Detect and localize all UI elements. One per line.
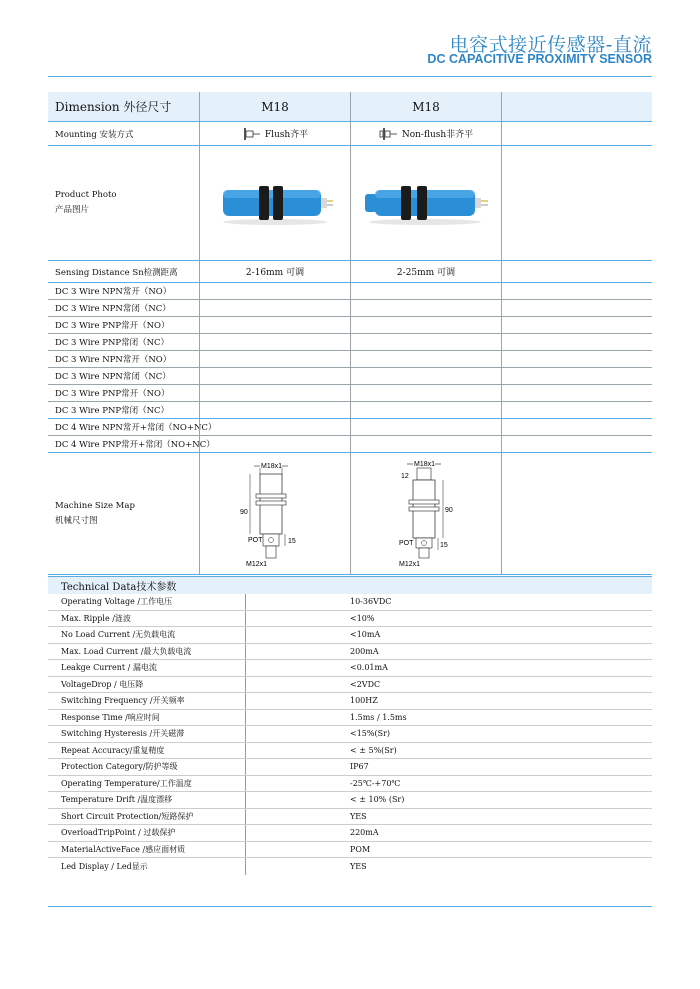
tech-key: Switching Hysteresis /开关磁滞 <box>61 729 185 739</box>
wire-row <box>48 300 652 317</box>
tech-value: <10% <box>350 613 375 623</box>
wire-cell <box>199 436 350 452</box>
tech-key: Led Display / Led显示 <box>61 861 148 871</box>
wire-row <box>48 419 652 436</box>
tech-value: <10mA <box>350 630 381 640</box>
table-row <box>48 759 652 776</box>
mounting-col3 <box>501 122 652 145</box>
mounting-nonflush-label: Non-flush非齐平 <box>401 130 474 140</box>
wire-cell <box>501 419 652 435</box>
tech-key: Leakge Current / 漏电流 <box>61 663 157 673</box>
sensing-nonflush-value: 2-25mm 可调 <box>350 261 501 282</box>
table-row <box>48 627 652 644</box>
technical-data-table <box>48 576 652 875</box>
size-label <box>48 453 199 574</box>
wire-cell <box>501 402 652 418</box>
wire-cell <box>199 368 350 384</box>
wire-cell <box>350 402 501 418</box>
size-nonflush-cell <box>350 453 501 574</box>
mounting-flush-label: Flush齐平 <box>264 130 309 140</box>
wire-cell <box>199 283 350 299</box>
table-row <box>48 743 652 760</box>
technical-title: Technical Data技术参数 <box>48 576 652 594</box>
footer-divider <box>48 906 652 907</box>
sensing-label: Sensing Distance Sn检测距离 <box>55 267 178 278</box>
tech-value: < ± 10% (Sr) <box>350 795 405 805</box>
tech-value: <15%(Sr) <box>350 729 391 739</box>
nonflush-sensor-photo <box>361 178 491 228</box>
nonflush-thread-bottom-label: M12x1 <box>399 560 421 568</box>
flush-thread-top-label: M18x1 <box>261 462 283 470</box>
dimension-col3 <box>501 92 652 121</box>
wire-label: DC 3 Wire PNP常闭（NC） <box>55 338 170 348</box>
tech-key: Repeat Accuracy/重复精度 <box>61 745 165 755</box>
tech-value: < ± 5%(Sr) <box>350 745 397 755</box>
sensing-flush-value: 2-16mm 可调 <box>199 261 350 282</box>
photo-label-cn: 产品图片 <box>55 205 90 215</box>
wire-cell <box>501 351 652 367</box>
mounting-flush-cell <box>199 122 350 145</box>
sensing-col3 <box>501 261 652 282</box>
wire-cell <box>199 402 350 418</box>
tech-value: POM <box>350 844 371 854</box>
mounting-nonflush-cell <box>350 122 501 145</box>
wire-cell <box>199 419 350 435</box>
table-row <box>48 611 652 628</box>
wire-row <box>48 351 652 368</box>
tech-key: Switching Frequency /开关频率 <box>61 696 185 706</box>
tech-value: IP67 <box>350 762 369 772</box>
wire-cell <box>501 300 652 316</box>
dimension-label: Dimension 外径尺寸 <box>55 100 172 114</box>
page-header <box>0 0 700 80</box>
wire-cell <box>199 334 350 350</box>
tech-value: 220mA <box>350 828 379 838</box>
tech-value: YES <box>350 811 367 821</box>
header-divider <box>48 76 652 77</box>
table-row <box>48 660 652 677</box>
tech-value: 10-36VDC <box>350 597 392 607</box>
tech-key: Max. Ripple /涟波 <box>61 613 131 623</box>
flush-length-label: 90 <box>240 508 248 516</box>
wire-label: DC 3 Wire PNP常开（NO） <box>55 321 170 331</box>
table-row <box>48 726 652 743</box>
table-row <box>48 594 652 611</box>
tech-key: Max. Load Current /最大负载电流 <box>61 646 192 656</box>
product-photo-row <box>48 146 652 261</box>
wire-cell <box>501 283 652 299</box>
wire-row <box>48 334 652 351</box>
wire-label: DC 3 Wire PNP常开（NO） <box>55 389 170 399</box>
flush-cable-label: 15 <box>288 537 296 545</box>
size-col3 <box>501 453 652 574</box>
tech-key: Operating Voltage /工作电压 <box>61 597 173 607</box>
title-english: DC CAPACITIVE PROXIMITY SENSOR <box>427 52 652 66</box>
size-label-cn: 机械尺寸图 <box>55 515 98 526</box>
wire-cell <box>350 419 501 435</box>
size-label-en: Machine Size Map <box>55 500 135 511</box>
nonflush-pot-label: POT <box>399 539 414 547</box>
tech-key: Response Time /响应时间 <box>61 712 160 722</box>
tech-value: 200mA <box>350 646 379 656</box>
dimension-col2: M18 <box>350 92 501 121</box>
photo-label-en: Product Photo <box>55 190 117 200</box>
sensing-distance-row <box>48 261 652 283</box>
flush-mount-icon <box>242 127 262 141</box>
wire-row <box>48 385 652 402</box>
photo-col3 <box>501 146 652 260</box>
wire-cell <box>350 317 501 333</box>
wire-cell <box>501 368 652 384</box>
table-row <box>48 809 652 826</box>
wire-cell <box>199 385 350 401</box>
machine-size-row <box>48 453 652 575</box>
wire-row <box>48 317 652 334</box>
flush-sensor-photo <box>215 178 335 228</box>
wire-row <box>48 283 652 300</box>
nonflush-mount-icon <box>379 127 399 141</box>
wire-label: DC 3 Wire NPN常闭（NC） <box>55 372 171 382</box>
nonflush-dimension-drawing <box>381 456 471 572</box>
dimension-table <box>48 92 652 575</box>
tech-key: No Load Current /无负载电流 <box>61 630 176 640</box>
wire-row <box>48 368 652 385</box>
table-row <box>48 858 652 875</box>
dimension-row <box>48 92 652 122</box>
wire-cell <box>350 283 501 299</box>
table-row <box>48 842 652 859</box>
wire-cell <box>350 351 501 367</box>
wire-label: DC 3 Wire NPN常开（NO） <box>55 287 172 297</box>
tech-key: Temperature Drift /温度漂移 <box>61 795 173 805</box>
wire-row <box>48 436 652 453</box>
wire-cell <box>199 351 350 367</box>
tech-key: OverloadTripPoint / 过载保护 <box>61 828 176 838</box>
table-row <box>48 710 652 727</box>
flush-dimension-drawing <box>230 456 320 572</box>
wire-cell <box>350 368 501 384</box>
tech-key: Protection Category/防护等级 <box>61 762 178 772</box>
table-row <box>48 825 652 842</box>
wire-cell <box>501 436 652 452</box>
table-row <box>48 693 652 710</box>
wire-cell <box>199 300 350 316</box>
tech-value: 1.5ms / 1.5ms <box>350 712 407 722</box>
dimension-col1: M18 <box>199 92 350 121</box>
size-flush-cell <box>199 453 350 574</box>
nonflush-offset-label: 12 <box>401 472 409 480</box>
wire-row <box>48 402 652 419</box>
wire-label: DC 3 Wire PNP常闭（NC） <box>55 406 170 416</box>
wire-cell <box>501 317 652 333</box>
title-chinese: 电容式接近传感器-直流 <box>449 34 652 56</box>
wire-label: DC 4 Wire NPN常开+常闭（NO+NC） <box>55 423 217 433</box>
tech-value: YES <box>350 861 367 871</box>
wire-label: DC 4 Wire PNP常开+常闭（NO+NC） <box>55 440 215 450</box>
table-row <box>48 776 652 793</box>
wire-cell <box>350 385 501 401</box>
wire-cell <box>350 300 501 316</box>
table-row <box>48 792 652 809</box>
tech-key: Operating Temperature/工作温度 <box>61 778 192 788</box>
tech-key: MaterialActiveFace /感应面材质 <box>61 844 186 854</box>
tech-value: -25℃-+70℃ <box>350 778 401 788</box>
nonflush-thread-top-label: M18x1 <box>414 460 436 468</box>
wire-cell <box>350 334 501 350</box>
photo-flush-cell <box>199 146 350 260</box>
tech-value: <2VDC <box>350 679 381 689</box>
tech-key: VoltageDrop / 电压降 <box>61 679 144 689</box>
photo-nonflush-cell <box>350 146 501 260</box>
nonflush-cable-label: 15 <box>440 541 448 549</box>
wire-label: DC 3 Wire NPN常闭（NC） <box>55 304 171 314</box>
photo-label <box>48 146 199 260</box>
wire-cell <box>199 317 350 333</box>
tech-value: <0.01mA <box>350 663 388 673</box>
wire-cell <box>501 385 652 401</box>
tech-key: Short Circuit Protection/短路保护 <box>61 811 194 821</box>
wire-cell <box>501 334 652 350</box>
mounting-row <box>48 122 652 146</box>
wire-label: DC 3 Wire NPN常开（NO） <box>55 355 172 365</box>
table-row <box>48 677 652 694</box>
flush-pot-label: POT <box>248 536 263 544</box>
table-row <box>48 644 652 661</box>
tech-value: 100HZ <box>350 696 378 706</box>
nonflush-length-label: 90 <box>445 506 453 514</box>
flush-thread-bottom-label: M12x1 <box>246 560 268 568</box>
wire-cell <box>350 436 501 452</box>
mounting-label: Mounting 安装方式 <box>55 129 134 140</box>
